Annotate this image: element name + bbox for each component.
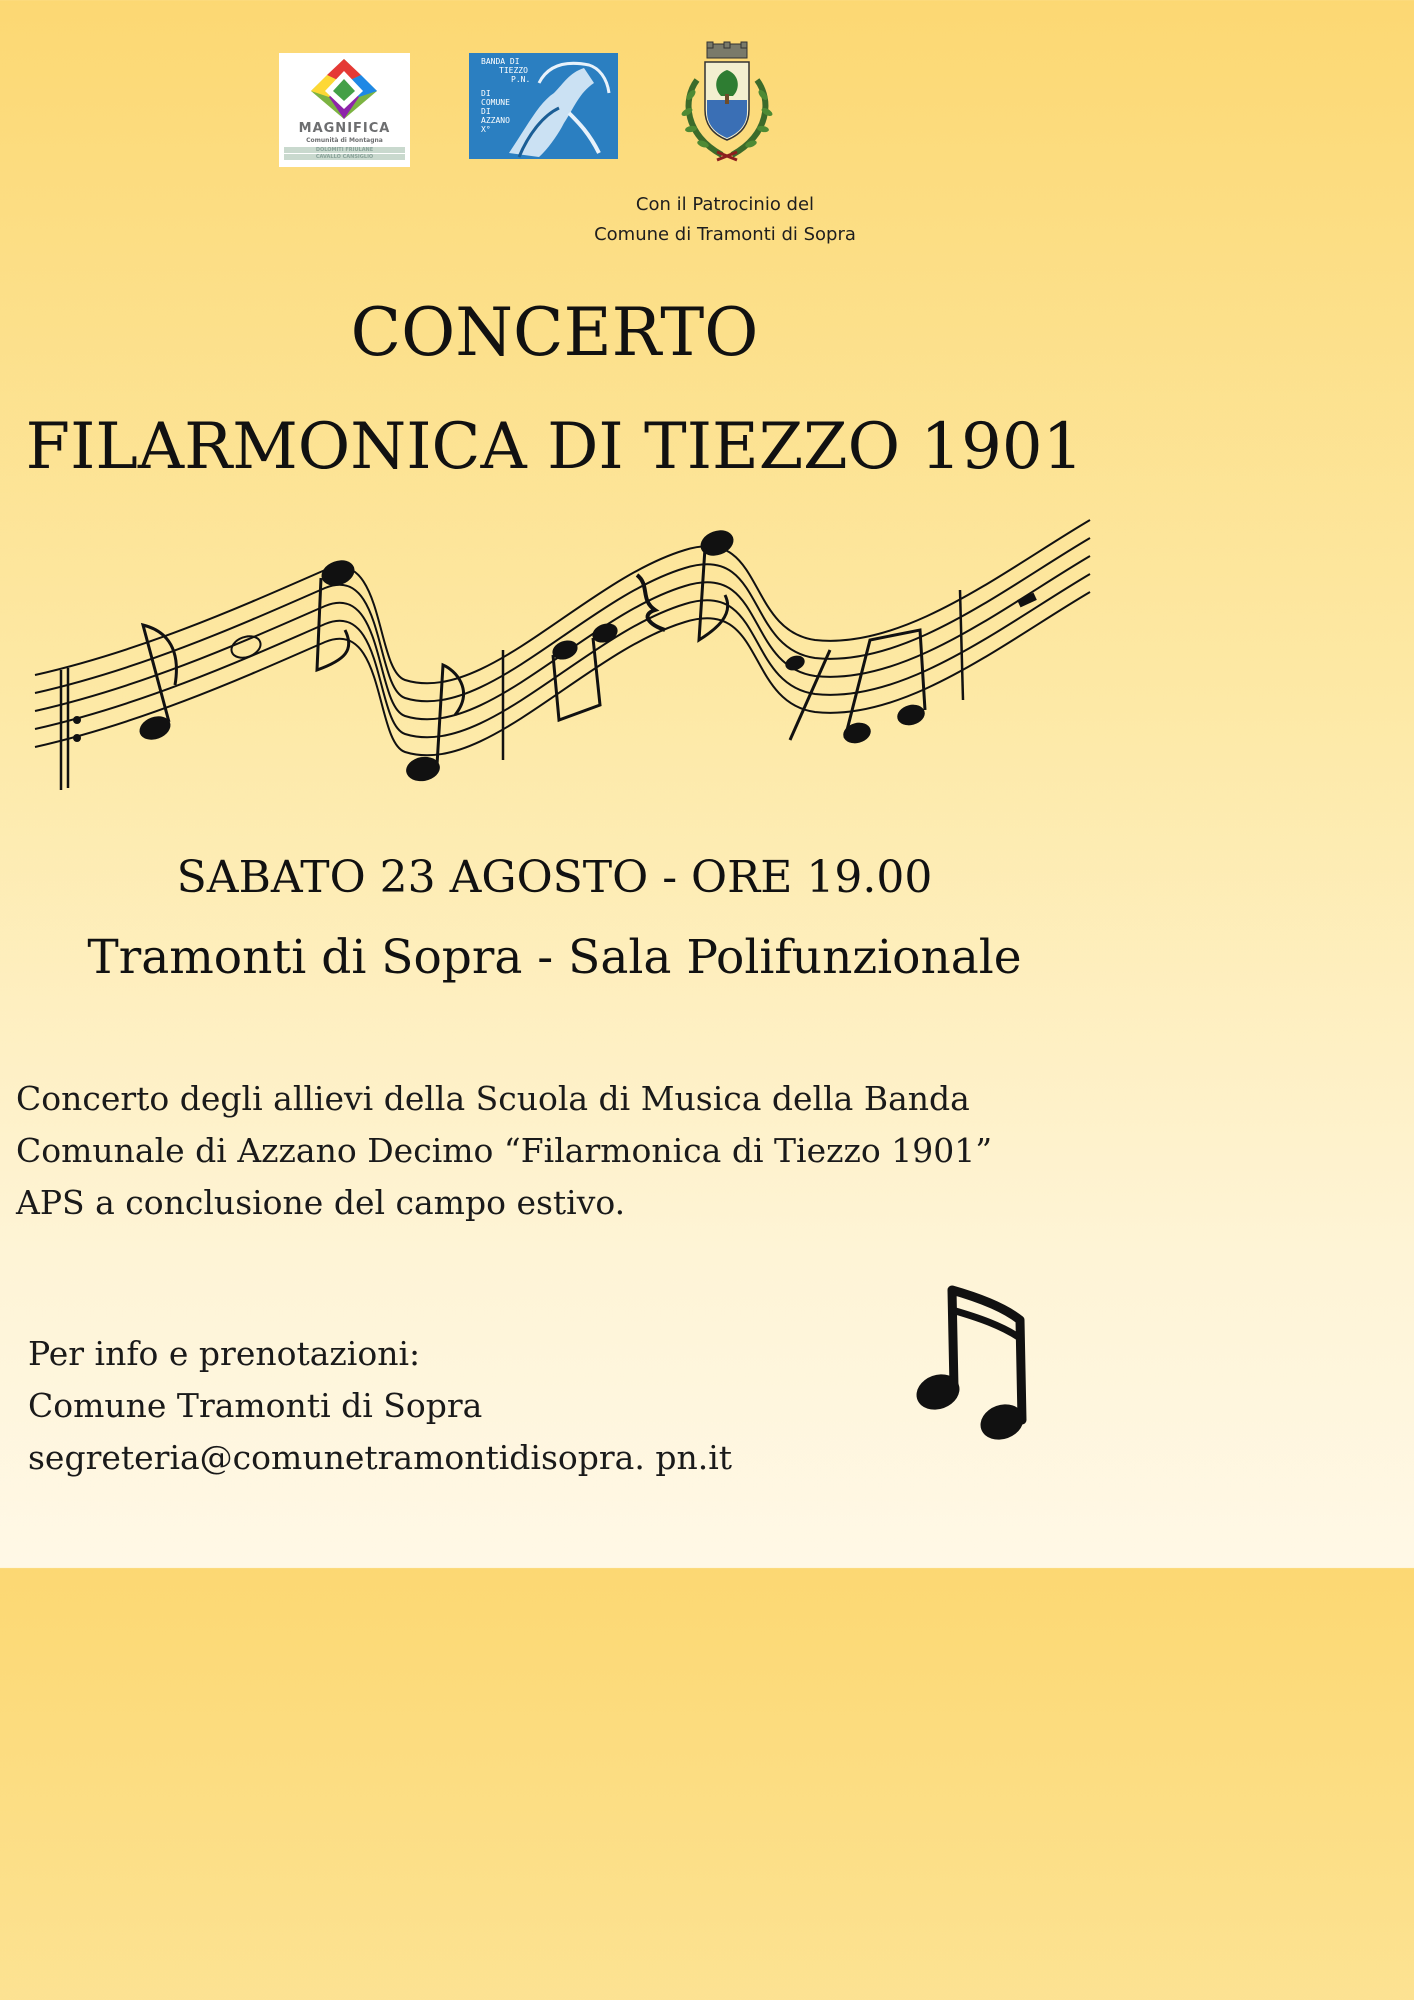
patronage-line-2: Comune di Tramonti di Sopra xyxy=(594,224,856,245)
banda-text-1: BANDA DI xyxy=(481,57,520,66)
poster-title-line-2: FILARMONICA DI TIEZZO 1901 xyxy=(25,410,1084,484)
info-organizer: Comune Tramonti di Sopra xyxy=(28,1386,483,1425)
wavy-music-staff-icon xyxy=(25,510,1095,810)
beamed-eighth-notes-icon xyxy=(910,1280,1040,1450)
contact-info xyxy=(28,1328,732,1484)
banda-text-5: COMUNE xyxy=(481,98,510,107)
banda-text-7: AZZANO xyxy=(481,116,510,125)
magnifica-tagline-2: CAVALLO CANSIGLIO xyxy=(284,154,405,160)
magnifica-diamond-icon xyxy=(279,53,410,123)
description-line-1: Concerto degli allievi della Scuola di Musica della Banda xyxy=(16,1079,970,1118)
patronage-line-1: Con il Patrocinio del xyxy=(635,194,815,215)
magnifica-tagline-1: DOLOMITI FRIULANE xyxy=(284,147,405,153)
banda-text-3: P.N. xyxy=(511,75,531,84)
event-date-time: SABATO 23 AGOSTO - ORE 19.00 xyxy=(176,852,933,903)
banda-text-6: DI xyxy=(481,107,491,116)
info-email[interactable]: segreteria@comunetramontidisopra. pn.it xyxy=(28,1438,733,1477)
event-venue: Tramonti di Sopra - Sala Polifunzionale xyxy=(87,930,1022,985)
magnifica-name: MAGNIFICA xyxy=(298,121,391,136)
municipal-coat-of-arms-icon xyxy=(677,40,777,168)
description-line-3: APS a conclusione del campo estivo. xyxy=(16,1183,626,1222)
description-line-2: Comunale di Azzano Decimo “Filarmonica di Tiezzo 1901” xyxy=(16,1131,993,1170)
poster-title-line-1: CONCERTO xyxy=(350,294,759,371)
patronage-note xyxy=(520,190,930,250)
magnifica-subtitle: Comunità di Montagna xyxy=(306,137,383,144)
info-heading: Per info e prenotazioni: xyxy=(28,1334,421,1373)
banda-tiezzo-logo xyxy=(469,53,618,159)
banda-text-4: DI xyxy=(481,89,491,98)
event-description xyxy=(16,1073,1096,1229)
banda-text-2: TIEZZO xyxy=(499,66,528,75)
banda-text-8: X° xyxy=(481,125,491,134)
magnifica-logo xyxy=(279,53,410,167)
